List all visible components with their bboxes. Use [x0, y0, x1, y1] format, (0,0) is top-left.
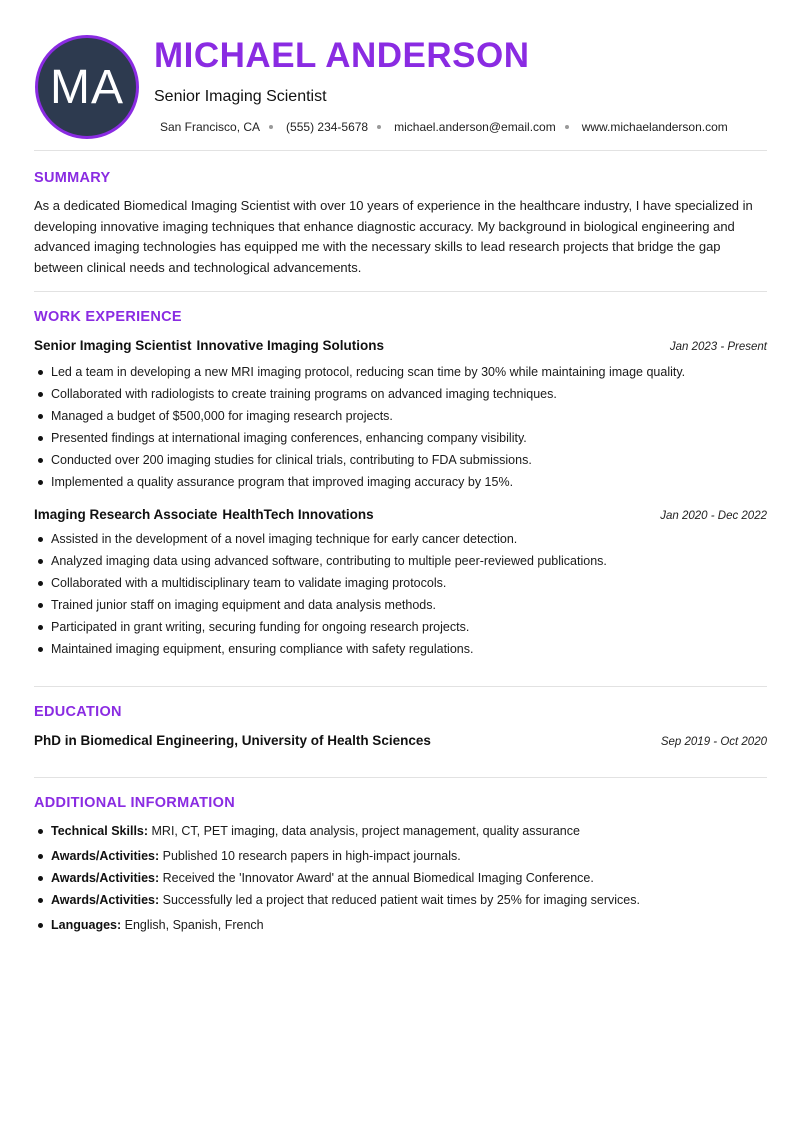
education-degree: PhD in Biomedical Engineering, University of Health Sciences: [34, 733, 431, 748]
contact-phone: (555) 234-5678: [286, 120, 369, 134]
info-text: Published 10 research papers in high-impact journals.: [162, 849, 461, 863]
candidate-name: MICHAEL ANDERSON: [154, 36, 530, 75]
list-item: [34, 820, 767, 842]
divider: [34, 291, 767, 292]
avatar-initials: MA: [50, 60, 124, 114]
list-item: [34, 845, 767, 867]
job-header: [34, 507, 767, 522]
contact-email[interactable]: michael.anderson@email.com: [394, 120, 556, 134]
separator-dot-icon: [269, 125, 273, 129]
info-text: Received the 'Innovator Award' at the annual Biomedical Imaging Conference.: [162, 871, 594, 885]
info-label: Awards/Activities:: [51, 849, 160, 863]
job-bullets: [34, 361, 767, 493]
list-item: Collaborated with a multidisciplinary team to validate imaging protocols.: [34, 572, 767, 594]
separator-dot-icon: [565, 125, 569, 129]
job-role: Imaging Research Associate: [34, 507, 218, 522]
job-title: Senior Imaging Scientist: [154, 88, 327, 105]
list-item: Presented findings at international imaging conferences, enhancing company visibility.: [34, 427, 767, 449]
job-header: [34, 338, 767, 353]
info-text: English, Spanish, French: [124, 918, 264, 932]
list-item: [34, 867, 767, 889]
job-dates: Jan 2023 - Present: [669, 341, 767, 353]
job-role: Senior Imaging Scientist: [34, 338, 192, 353]
list-item: [34, 914, 767, 936]
education-dates: Sep 2019 - Oct 2020: [660, 736, 767, 748]
work-experience-heading: WORK EXPERIENCE: [34, 309, 182, 325]
job-bullets: [34, 528, 767, 660]
avatar: [35, 35, 139, 139]
separator-dot-icon: [377, 125, 381, 129]
summary-text: As a dedicated Biomedical Imaging Scientist with over 10 years of experience in the healthcare industry, I have specialized in developing innovative imaging techniques that enhance diagnostic accuracy. My background in biological engineering and advanced imaging technologies has equipped me with the necessary skills to lead research projects that bridge the gap between clinical needs and technological advancements.: [34, 198, 753, 275]
list-item: [34, 889, 767, 911]
info-label: Languages:: [51, 918, 122, 932]
contact-line: [160, 120, 728, 134]
summary-heading: SUMMARY: [34, 170, 111, 186]
contact-website[interactable]: www.michaelanderson.com: [581, 120, 728, 134]
list-item: Participated in grant writing, securing funding for ongoing research projects.: [34, 616, 767, 638]
info-label: Awards/Activities:: [51, 893, 160, 907]
divider: [34, 686, 767, 687]
info-label: Awards/Activities:: [51, 871, 160, 885]
job-dates: Jan 2020 - Dec 2022: [660, 510, 767, 522]
list-item: Led a team in developing a new MRI imaging protocol, reducing scan time by 30% while maintaining image quality.: [34, 361, 767, 383]
list-item: Collaborated with radiologists to create training programs on advanced imaging techniques.: [34, 383, 767, 405]
additional-info-heading: ADDITIONAL INFORMATION: [34, 795, 235, 811]
info-text: MRI, CT, PET imaging, data analysis, project management, quality assurance: [151, 824, 580, 838]
list-item: Trained junior staff on imaging equipment and data analysis methods.: [34, 594, 767, 616]
divider: [34, 777, 767, 778]
info-text: Successfully led a project that reduced patient wait times by 25% for imaging services.: [162, 893, 640, 907]
divider: [34, 150, 767, 151]
list-item: Conducted over 200 imaging studies for clinical trials, contributing to FDA submissions.: [34, 449, 767, 471]
education-heading: EDUCATION: [34, 704, 122, 720]
job-company: HealthTech Innovations: [222, 507, 374, 522]
list-item: Analyzed imaging data using advanced software, contributing to multiple peer-reviewed publications.: [34, 550, 767, 572]
list-item: Managed a budget of $500,000 for imaging research projects.: [34, 405, 767, 427]
additional-info-list: [34, 820, 767, 936]
info-label: Technical Skills:: [51, 824, 149, 838]
contact-location: San Francisco, CA: [160, 120, 261, 134]
list-item: Maintained imaging equipment, ensuring compliance with safety regulations.: [34, 638, 767, 660]
education-entry: [34, 733, 767, 748]
list-item: Assisted in the development of a novel imaging technique for early cancer detection.: [34, 528, 767, 550]
list-item: Implemented a quality assurance program that improved imaging accuracy by 15%.: [34, 471, 767, 493]
job-company: Innovative Imaging Solutions: [196, 338, 385, 353]
